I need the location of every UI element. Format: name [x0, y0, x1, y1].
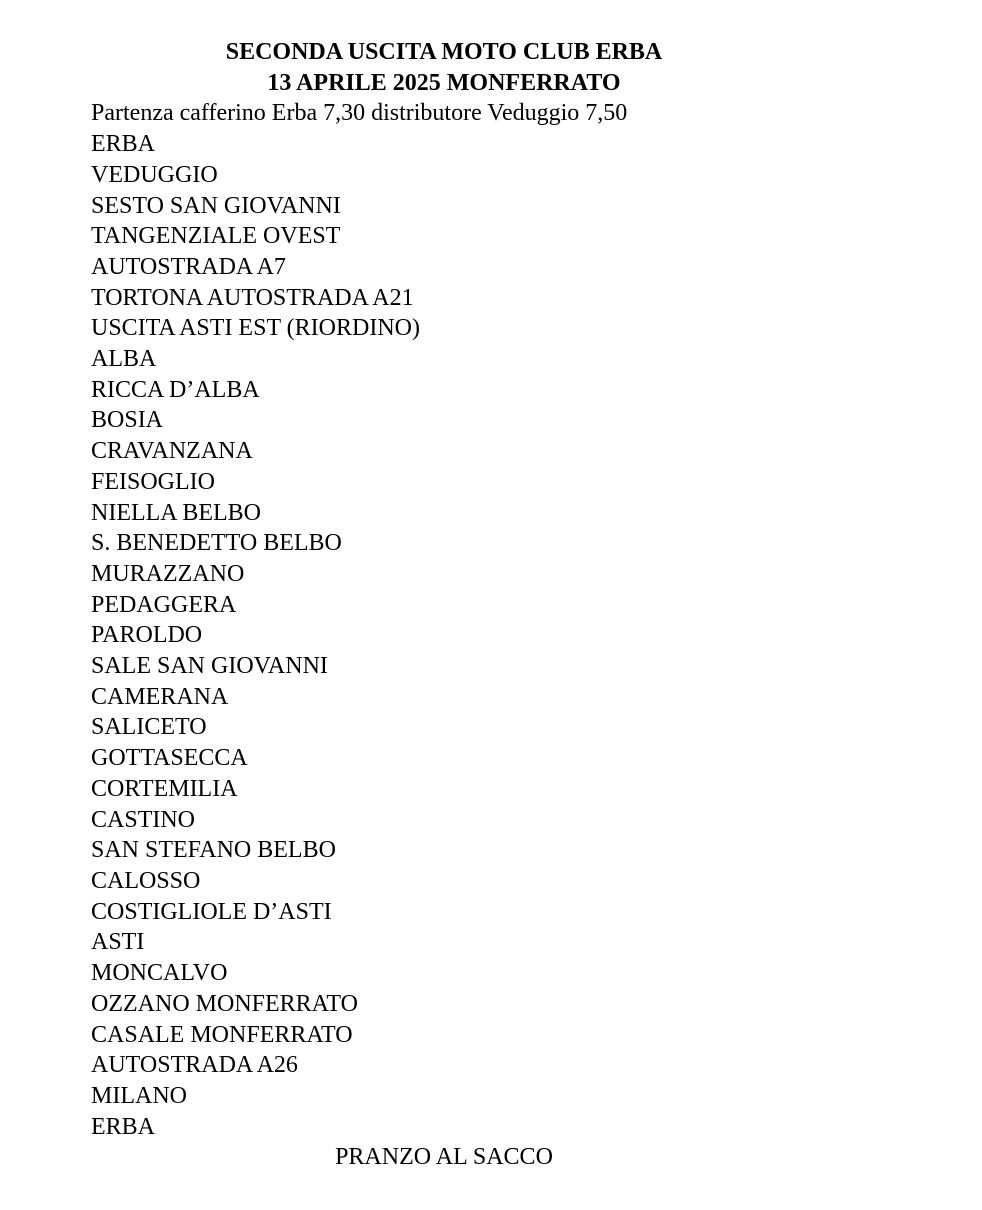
route-stop: SESTO SAN GIOVANNI [91, 192, 341, 219]
route-stop: SAN STEFANO BELBO [91, 837, 336, 864]
route-stop: MILANO [91, 1082, 187, 1109]
route-stop: TORTONA AUTOSTRADA A21 [91, 284, 414, 311]
route-stop: CASALE MONFERRATO [91, 1021, 353, 1048]
route-stop-list [91, 129, 797, 1142]
route-stop: CORTEMILIA [91, 775, 238, 802]
route-stop: COSTIGLIOLE D’ASTI [91, 898, 332, 925]
route-stop: CRAVANZANA [91, 438, 253, 465]
route-stop: SALE SAN GIOVANNI [91, 653, 328, 680]
route-stop: MURAZZANO [91, 560, 245, 587]
route-stop: FEISOGLIO [91, 468, 215, 495]
route-stop: ERBA [91, 1113, 156, 1140]
route-stop: CAMERANA [91, 683, 229, 710]
route-stop: CALOSSO [91, 867, 201, 894]
route-stop: RICCA D’ALBA [91, 376, 260, 403]
route-stop: ERBA [91, 131, 156, 158]
route-stop: PEDAGGERA [91, 591, 237, 618]
route-stop: ALBA [91, 346, 157, 373]
route-stop: USCITA ASTI EST (RIORDINO) [91, 315, 420, 342]
route-stop: ASTI [91, 929, 145, 956]
route-stop: AUTOSTRADA A26 [91, 1052, 298, 1079]
route-stop: PAROLDO [91, 622, 203, 649]
route-stop: NIELLA BELBO [91, 499, 261, 526]
route-stop: SALICETO [91, 714, 207, 741]
route-stop: AUTOSTRADA A7 [91, 253, 286, 280]
route-stop: S. BENEDETTO BELBO [91, 530, 342, 557]
route-stop: TANGENZIALE OVEST [91, 223, 341, 250]
route-stop: MONCALVO [91, 960, 228, 987]
route-stop: GOTTASECCA [91, 745, 248, 772]
route-stop: CASTINO [91, 806, 196, 833]
lunch-note: PRANZO AL SACCO [335, 1144, 553, 1171]
document-title-line1: SECONDA USCITA MOTO CLUB ERBA [225, 39, 663, 65]
departure-info: Partenza cafferino Erba 7,30 distributore Veduggio 7,50 [91, 100, 628, 127]
route-stop: OZZANO MONFERRATO [91, 990, 358, 1017]
route-stop: BOSIA [91, 407, 164, 434]
document-title-line2: 13 APRILE 2025 MONFERRATO [267, 69, 621, 96]
route-stop: VEDUGGIO [91, 161, 218, 188]
